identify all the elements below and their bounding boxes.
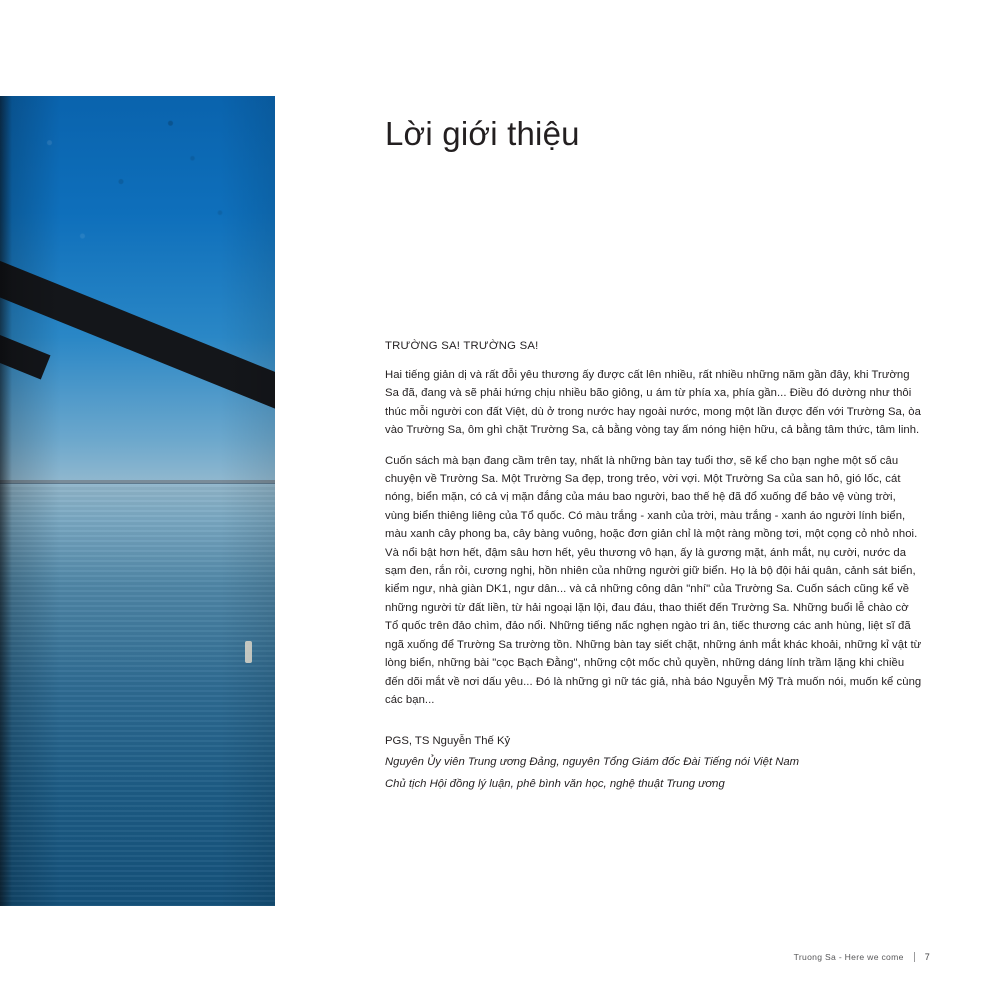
page-number: 7	[924, 952, 930, 962]
footer-book-title: Truong Sa - Here we come	[793, 952, 904, 962]
paragraph-2: Cuốn sách mà bạn đang cầm trên tay, nhất là những bàn tay tuổi thơ, sẽ kể cho bạn nghe một số câu chuyện về Trường Sa. Một Trường Sa đẹp, trong trẻo, vời vợi. Một Trường Sa của san hô, gió lốc, cát nóng, biển mặn, có cả vị mặn đắng của máu bao người, bao thế hệ đã đổ xuống để bảo vệ vùng trời, vùng biển thiêng liêng của Tổ quốc. Có màu trắng - xanh của trời, màu trắng - xanh áo người lính biển, màu xanh cây phong ba, cây bàng vuông, hoặc đơn giản chỉ là một ràng mồng tơi, một cọng cỏ nhỏ nhoi. Và nổi bật hơn hết, đậm sâu hơn hết, yêu thương vô hạn, ấy là gương mặt, ánh mắt, nụ cười, nước da sạm đen, rắn rỏi, cương nghị, hồn nhiên của những người giữ biển. Họ là bộ đội hải quân, cảnh sát biển, kiểm ngư, nhà giàn DK1, ngư dân... và cả những công dân "nhí" của Trường Sa. Cuốn sách cũng kể về những người từ đất liền, từ hải ngoại lặn lội, đau đáu, thao thiết đến Trường Sa. Những buổi lễ chào cờ Tổ quốc trên đảo chìm, đảo nổi. Những tiếng nấc nghẹn ngào tri ân, tiếc thương các anh hùng, liệt sĩ đã ngã xuống để Trường Sa trường tồn. Những bàn tay siết chặt, những ánh mắt khác khoải, những kỉ vật từ lòng biển, những bài "cọc Bạch Đằng", những cột mốc chủ quyền, những dáng lính trầm lặng khi chiều đến dõi mắt về nơi dấu yêu... Đó là những gì nữ tác giả, nhà báo Nguyễn Mỹ Trà muốn nói, muốn kể cùng các bạn...	[385, 454, 922, 706]
photo-window-mullion	[0, 480, 275, 484]
article-body	[385, 340, 922, 797]
photo-sea-texture	[0, 485, 275, 906]
photo-buoy	[245, 641, 252, 663]
page-footer	[794, 952, 930, 962]
page-title: Lời giới thiệu	[385, 115, 580, 153]
window-view-sea-photo	[0, 96, 275, 906]
author-name: PGS, TS Nguyễn Thế Kỷ	[385, 735, 511, 748]
lede-line: TRƯỜNG SA! TRƯỜNG SA!	[385, 340, 539, 352]
author-role-1: Nguyên Ủy viên Trung ương Đảng, nguyên Tổng Giám đốc Đài Tiếng nói Việt Nam	[385, 756, 800, 769]
text-column	[385, 0, 930, 1000]
paragraph-1: Hai tiếng giản dị và rất đỗi yêu thương ấy được cất lên nhiều, rất nhiều những năm gần đây, khi Trường Sa đã, đang và sẽ phải hứng chịu nhiều bão giông, u ám từ phía xa, phía gần... Điều đó dường như thôi thúc mỗi người con đất Việt, dù ở trong nước hay ngoài nước, mong một lần được đến với Trường Sa, òa vào Trường Sa, ôm ghì chặt Trường Sa, cả bằng vòng tay ấm nóng hiện hữu, cả bằng tâm thức, tâm linh.	[385, 369, 921, 437]
signature-block	[385, 735, 922, 792]
footer-divider	[914, 952, 915, 962]
author-role-2: Chủ tịch Hội đồng lý luận, phê bình văn học, nghệ thuật Trung ương	[385, 777, 725, 790]
photo-window-frame-left	[0, 96, 12, 906]
